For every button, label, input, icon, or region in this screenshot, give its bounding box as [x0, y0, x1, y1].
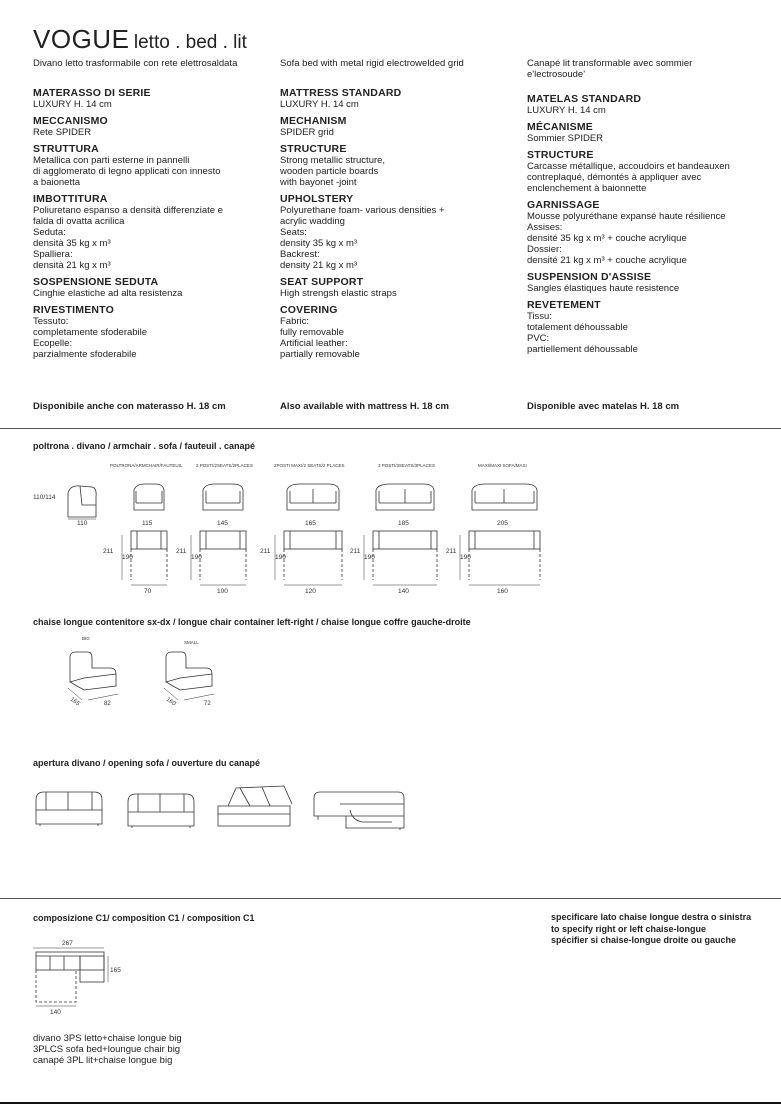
spec-seat-support: SUSPENSION D'ASSISE Sangles élastiques haute resistence: [527, 271, 680, 294]
chaise-small-icon: [166, 652, 212, 690]
bed-length-label: 211: [350, 548, 361, 555]
chaise-drawing: [0, 630, 781, 710]
chaise-big-width: 82: [104, 701, 111, 707]
column-intro: Sofa bed with metal rigid electrowelded grid: [280, 58, 464, 69]
spec-covering: RIVESTIMENTO Tessuto: completamente sfoderabile Ecopelle: parzialmente sfoderabile: [33, 304, 148, 360]
spec-structure: STRUTTURA Metallica con parti esterne in pannelli di agglomerato di legno applicati con innesto a baionetta: [33, 143, 221, 188]
column-english: [280, 58, 515, 412]
opening-sequence-drawing: [0, 780, 781, 840]
bed-depth-label: 190: [460, 554, 471, 561]
divider-bottom: [0, 898, 781, 899]
spec-mattress: MATELAS STANDARD LUXURY H. 14 cm: [527, 93, 642, 116]
sofa-front-icon-2: [203, 484, 243, 510]
sofa-width-label: 115: [142, 520, 153, 527]
spec-upholstery: GARNISSAGE Mousse polyuréthane expansé haute résilience Assises: densité 35 kg x m³ + couche acrylique Dossier: densité 21 kg x m³ + couche acrylique: [527, 199, 726, 266]
column-footnote: Disponible avec matelas H. 18 cm: [527, 401, 680, 412]
bed-depth-label: 190: [275, 554, 286, 561]
bed-length-label: 211: [446, 548, 457, 555]
column-intro: Canapé lit transformable avec sommier e'lectrosoude': [527, 58, 693, 80]
chaise-small-label: SMALL: [184, 640, 199, 645]
bed-width-label: 100: [217, 588, 228, 595]
height-label: 110/114: [33, 494, 56, 501]
title-main: VOGUE: [33, 24, 130, 54]
spec-mattress: MATTRESS STANDARD LUXURY H. 14 cm: [280, 87, 402, 110]
chaise-small-width: 72: [204, 701, 211, 707]
sofa-width-label: 205: [497, 520, 508, 527]
spec-upholstery: IMBOTTITURA Poliuretano espanso a densità differenziate e falda di ovatta acrilica Seduta: densità 35 kg x m³ Spalliera: densità 21 kg x m³: [33, 193, 223, 271]
composition-chaise-icon: [80, 956, 104, 982]
opening-step-2-icon: [128, 794, 194, 828]
model-label: 2POSTI MAXI/2 SEATS/2 PLACES: [274, 463, 345, 468]
bed-width-label: 160: [497, 588, 508, 595]
bed-depth-label: 190: [191, 554, 202, 561]
composition-width-label: 267: [62, 940, 73, 947]
spec-upholstery: UPHOLSTERY Polyurethane foam- various densities + acrylic wadding Seats: density 35 kg x m³ Backrest: density 21 kg x m³: [280, 193, 445, 271]
chaise-small-depth: 160: [164, 696, 177, 708]
spec-mechanism: MECCANISMO Rete SPIDER: [33, 115, 108, 138]
sofa-front-icon-1: [134, 484, 164, 510]
column-italian: [33, 58, 268, 412]
spec-covering: REVETEMENT Tissu: totalement déhoussable PVC: partiellement déhoussable: [527, 299, 638, 355]
column-footnote: Also available with mattress H. 18 cm: [280, 401, 449, 412]
armchair-width-label: 110: [77, 520, 88, 527]
sofa-front-icon-3: [287, 484, 339, 510]
composition-caption: divano 3PS letto+chaise longue big 3PLCS sofa bed+loungue chair big canapé 3PL lit+chaise longue big: [33, 1033, 182, 1066]
sofa-dimensions-drawing: [0, 455, 781, 595]
sofa-width-label: 165: [305, 520, 316, 527]
spec-mattress: MATERASSO DI SERIE LUXURY H. 14 cm: [33, 87, 151, 110]
spec-structure: STRUCTURE Strong metallic structure, wooden particle boards with bayonet -joint: [280, 143, 386, 188]
model-label: MAXI/MAXI SOFA/MAXI: [478, 463, 527, 468]
composition-sofa-icon: [36, 952, 104, 970]
model-label: POLTRONA/ARMCHAIR/FAUTEUIL: [110, 463, 183, 468]
composition-note: specificare lato chaise longue destra o sinistra to specify right or left chaise-longue spécifier si chaise-longue droite ou gauche: [551, 912, 752, 945]
bed-width-label: 140: [398, 588, 409, 595]
bed-depth-label: 190: [122, 554, 133, 561]
chaise-big-depth: 165: [68, 696, 81, 708]
column-footnote: Disponibile anche con materasso H. 18 cm: [33, 401, 226, 412]
opening-section-title: apertura divano / opening sofa / ouverture du canapé: [33, 758, 261, 768]
bed-width-label: 70: [144, 588, 152, 595]
spec-mechanism: MECHANISM SPIDER grid: [280, 115, 347, 138]
column-intro: Divano letto trasformabile con rete elettrosaldata: [33, 58, 238, 69]
chaise-big-label: BIG: [82, 636, 90, 641]
opening-step-1-icon: [36, 792, 102, 826]
sofa-width-label: 145: [217, 520, 228, 527]
opening-step-3-icon: [218, 786, 292, 826]
opening-step-4-icon: [314, 792, 404, 830]
spec-mechanism: MÉCANISME Sommier SPIDER: [527, 121, 604, 144]
composition-drawing: [0, 934, 781, 1024]
spec-structure: STRUCTURE Carcasse métallique, accoudoirs et bandeauxen contreplaqué, démontés à appliquer avec enclenchement à baionnette: [527, 149, 730, 194]
chaise-big-icon: [70, 652, 116, 690]
column-french: [527, 58, 762, 412]
model-label: 2 POSTI/2SEATS/2PLACES: [196, 463, 253, 468]
spec-seat-support: SOSPENSIONE SEDUTA Cinghie elastiche ad alta resistenza: [33, 276, 183, 299]
chaise-section-title: chaise longue contenitore sx-dx / longue chair container left-right / chaise longue coffre gauche-droite: [33, 617, 471, 627]
model-label: 3 POSTI/3SEATS/3PLACES: [378, 463, 435, 468]
composition-bed-length-label: 140: [50, 1009, 61, 1016]
composition-section-title: composizione C1/ composition C1 / composition C1: [33, 913, 255, 923]
title-sub: letto . bed . lit: [133, 32, 247, 53]
bed-depth-label: 190: [364, 554, 375, 561]
sofa-front-icon-4: [376, 484, 434, 510]
divider-top: [0, 428, 781, 429]
sofas-section-title: poltrona . divano / armchair . sofa / fauteuil . canapé: [33, 441, 256, 451]
spec-seat-support: SEAT SUPPORT High strengsh elastic straps: [280, 276, 397, 299]
page-bottom-rule: [0, 1102, 781, 1104]
armchair-side-icon: [68, 486, 96, 517]
bed-width-label: 120: [305, 588, 316, 595]
bed-length-label: 211: [103, 548, 114, 555]
composition-depth-label: 165: [110, 967, 121, 974]
spec-covering: COVERING Fabric: fully removable Artificial leather: partially removable: [280, 304, 360, 360]
bed-length-label: 211: [176, 548, 187, 555]
bed-length-label: 211: [260, 548, 271, 555]
sofa-front-icon-5: [472, 484, 537, 510]
page-title: [33, 24, 247, 55]
sofa-width-label: 185: [398, 520, 409, 527]
